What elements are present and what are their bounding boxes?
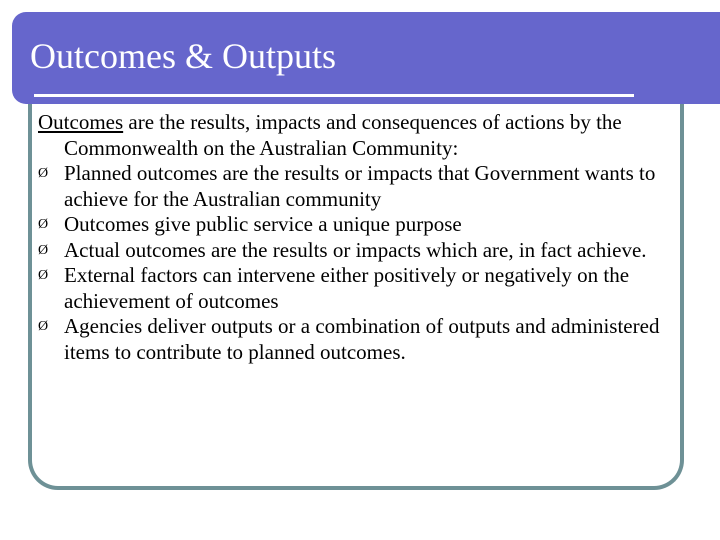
intro-rest: are the results, impacts and consequences of actions by the Commonwealth on the Australian Community: bbox=[64, 110, 622, 160]
title-band-edge bbox=[712, 12, 720, 104]
arrow-bullet-icon: Ø bbox=[38, 242, 49, 258]
bullet-text: Actual outcomes are the results or impacts which are, in fact achieve. bbox=[64, 237, 647, 262]
arrow-bullet-icon: Ø bbox=[38, 166, 49, 181]
bullet-text: Outcomes give public service a unique purpose bbox=[64, 212, 462, 236]
list-item bbox=[38, 314, 694, 365]
arrow-bullet-icon: Ø bbox=[38, 268, 49, 283]
slide-body bbox=[38, 110, 694, 365]
bullet-text: External factors can intervene either positively or negatively on the achievement of outcomes bbox=[64, 263, 630, 313]
arrow-bullet-icon: Ø bbox=[38, 217, 49, 232]
arrow-bullet-icon: Ø bbox=[38, 319, 49, 334]
list-item bbox=[38, 263, 694, 314]
bullet-text: Agencies deliver outputs or a combination of outputs and administered items to contribute to planned outcomes. bbox=[64, 314, 660, 364]
list-item bbox=[38, 161, 694, 212]
title-underline bbox=[34, 94, 634, 97]
bullet-list bbox=[38, 161, 694, 365]
list-item bbox=[38, 238, 694, 264]
intro-paragraph bbox=[38, 110, 694, 161]
intro-term: Outcomes bbox=[38, 110, 124, 134]
slide-title: Outcomes & Outputs bbox=[30, 36, 336, 76]
bullet-text: Planned outcomes are the results or impacts that Government wants to achieve for the Australian community bbox=[64, 161, 656, 211]
list-item bbox=[38, 212, 694, 238]
